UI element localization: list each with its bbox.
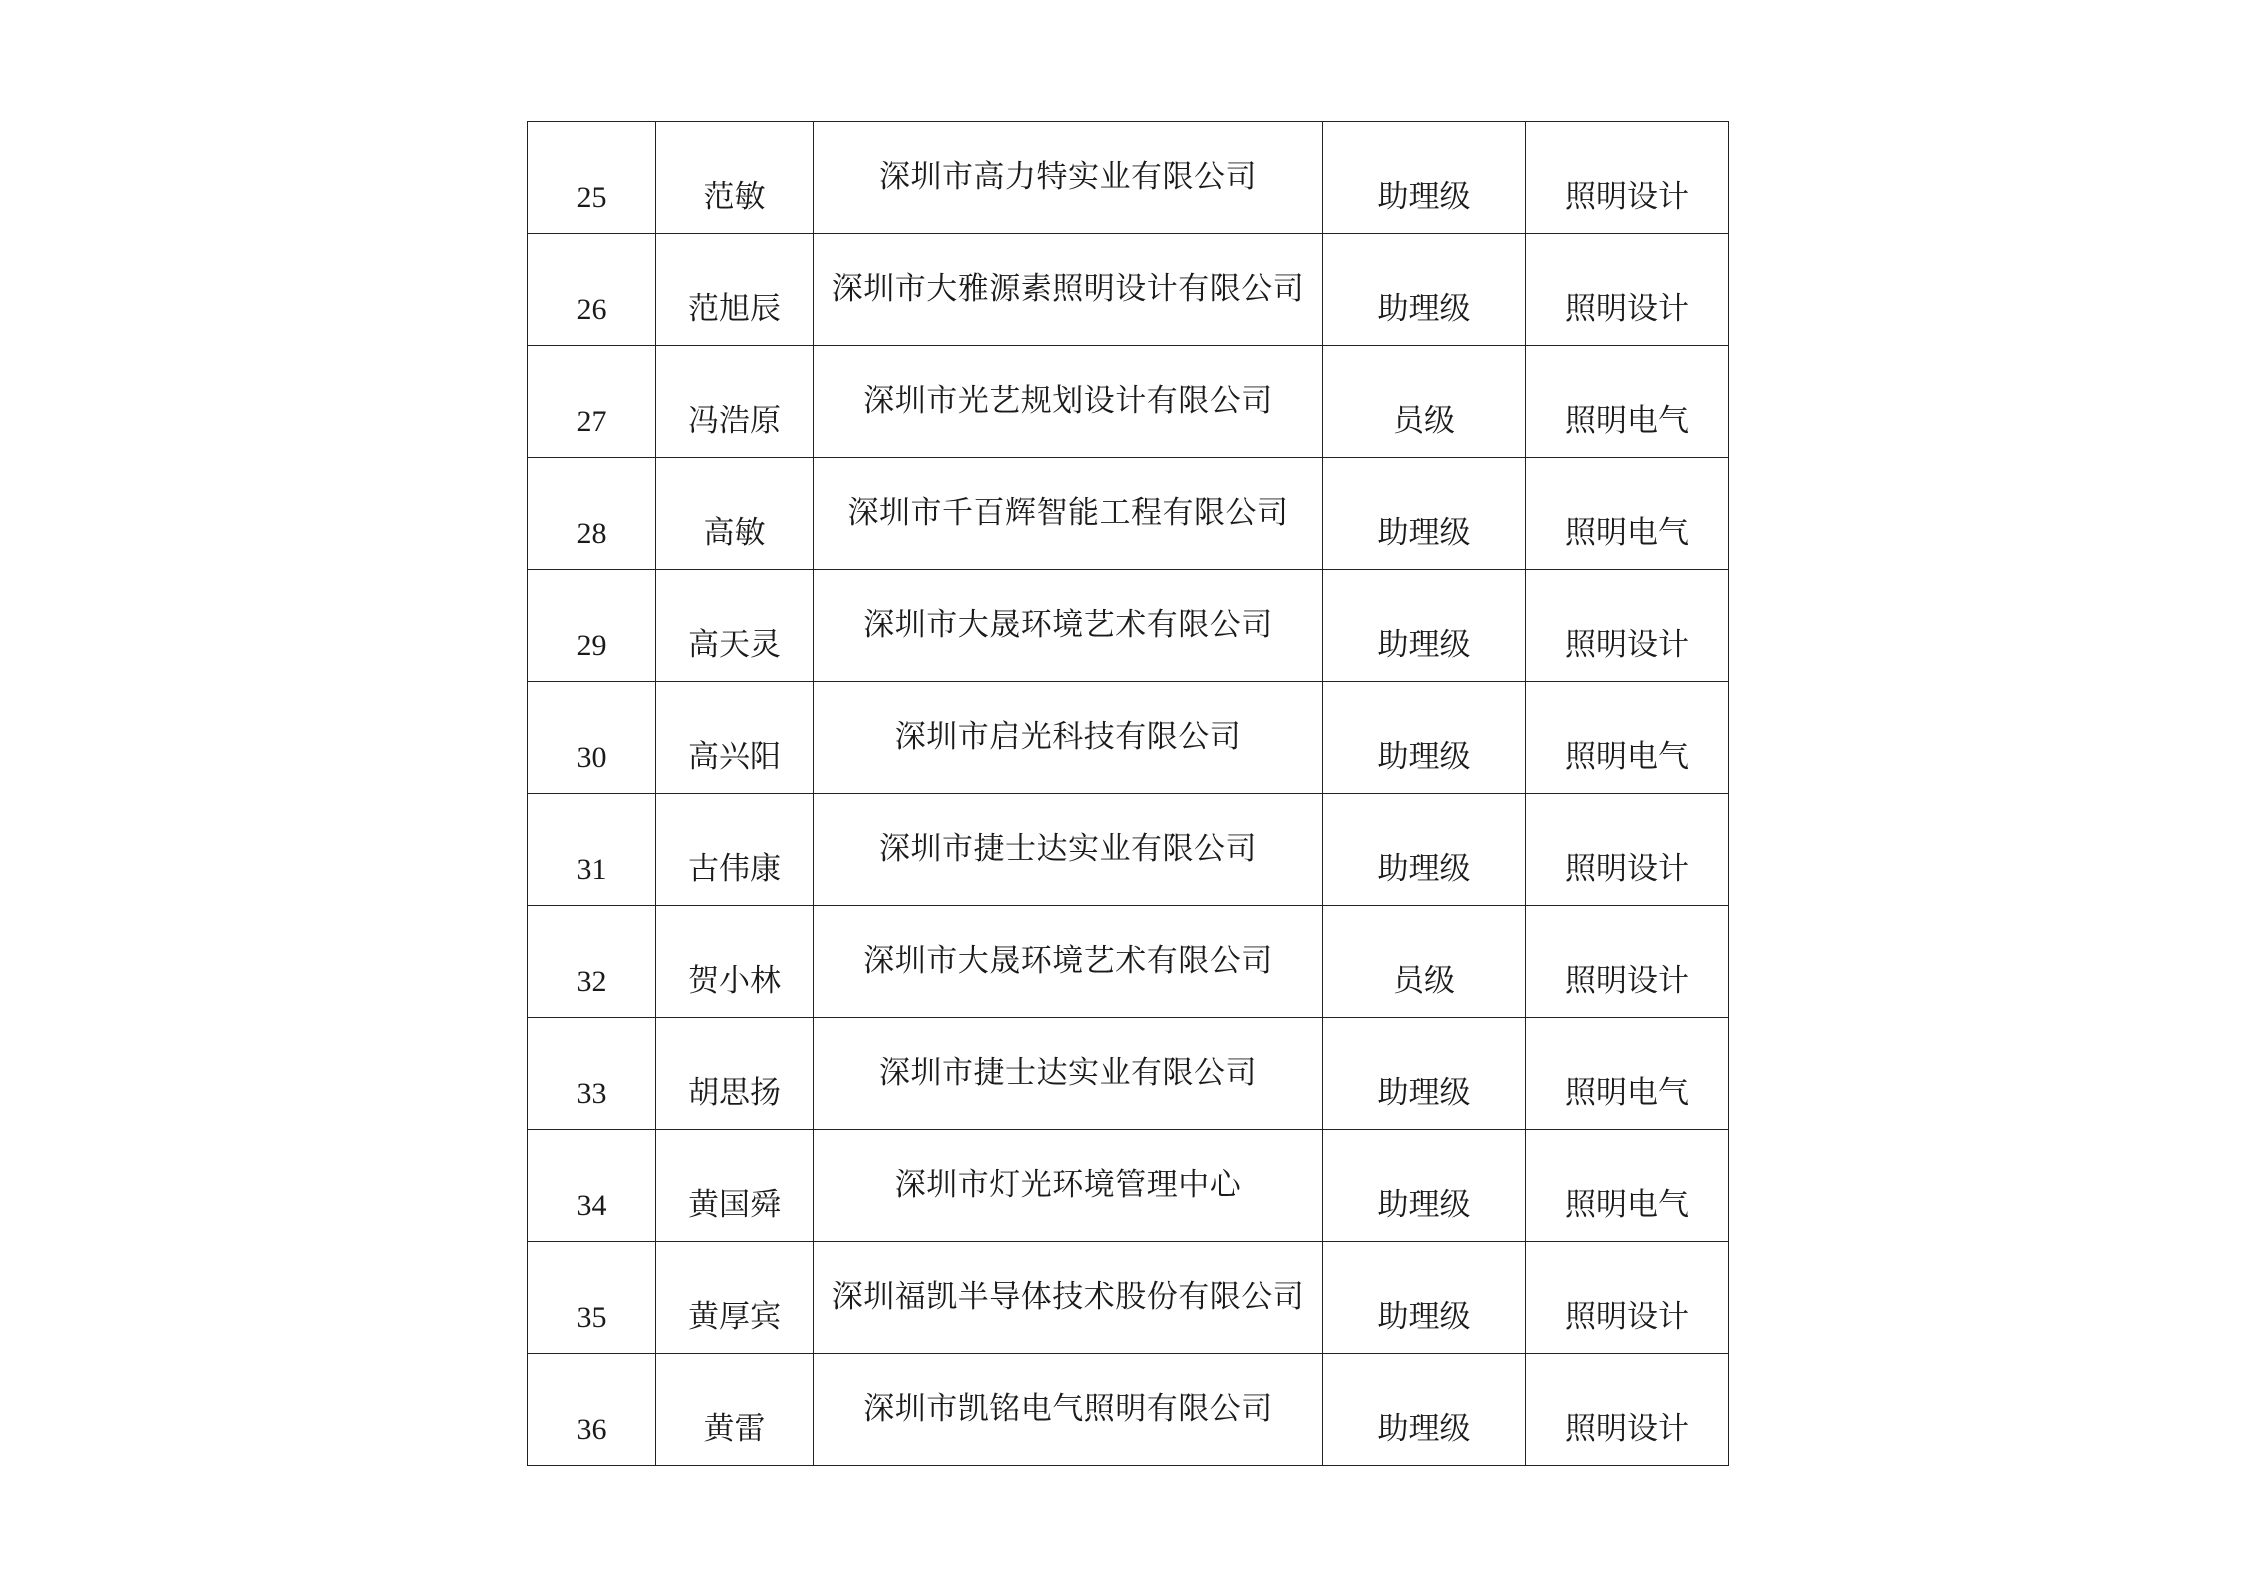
table-row bbox=[528, 1130, 1729, 1242]
cell-level: 助理级 bbox=[1323, 1354, 1526, 1466]
cell-level: 助理级 bbox=[1323, 122, 1526, 234]
table-row bbox=[528, 234, 1729, 346]
cell-no: 25 bbox=[528, 122, 656, 234]
cell-no: 34 bbox=[528, 1130, 656, 1242]
cell-level: 员级 bbox=[1323, 346, 1526, 458]
cell-no: 33 bbox=[528, 1018, 656, 1130]
cell-major: 照明电气 bbox=[1526, 1018, 1729, 1130]
cell-no: 29 bbox=[528, 570, 656, 682]
cell-major: 照明电气 bbox=[1526, 458, 1729, 570]
table-row bbox=[528, 122, 1729, 234]
cell-company: 深圳市大晟环境艺术有限公司 bbox=[814, 570, 1323, 682]
cell-name: 范敏 bbox=[656, 122, 814, 234]
table-row bbox=[528, 1354, 1729, 1466]
cell-no: 28 bbox=[528, 458, 656, 570]
cell-major: 照明设计 bbox=[1526, 122, 1729, 234]
cell-company: 深圳市捷士达实业有限公司 bbox=[814, 794, 1323, 906]
cell-level: 员级 bbox=[1323, 906, 1526, 1018]
cell-level: 助理级 bbox=[1323, 682, 1526, 794]
table-row bbox=[528, 1242, 1729, 1354]
cell-name: 贺小林 bbox=[656, 906, 814, 1018]
cell-no: 26 bbox=[528, 234, 656, 346]
cell-level: 助理级 bbox=[1323, 1242, 1526, 1354]
cell-level: 助理级 bbox=[1323, 234, 1526, 346]
cell-no: 36 bbox=[528, 1354, 656, 1466]
cell-company: 深圳市大雅源素照明设计有限公司 bbox=[814, 234, 1323, 346]
cell-company: 深圳市捷士达实业有限公司 bbox=[814, 1018, 1323, 1130]
cell-major: 照明设计 bbox=[1526, 794, 1729, 906]
cell-company: 深圳市千百辉智能工程有限公司 bbox=[814, 458, 1323, 570]
table-row bbox=[528, 682, 1729, 794]
cell-company: 深圳市光艺规划设计有限公司 bbox=[814, 346, 1323, 458]
cell-major: 照明设计 bbox=[1526, 906, 1729, 1018]
cell-major: 照明电气 bbox=[1526, 1130, 1729, 1242]
cell-level: 助理级 bbox=[1323, 570, 1526, 682]
cell-company: 深圳福凯半导体技术股份有限公司 bbox=[814, 1242, 1323, 1354]
cell-major: 照明设计 bbox=[1526, 1354, 1729, 1466]
cell-level: 助理级 bbox=[1323, 1130, 1526, 1242]
table-row bbox=[528, 570, 1729, 682]
cell-level: 助理级 bbox=[1323, 458, 1526, 570]
cell-company: 深圳市启光科技有限公司 bbox=[814, 682, 1323, 794]
cell-major: 照明设计 bbox=[1526, 570, 1729, 682]
cell-name: 高天灵 bbox=[656, 570, 814, 682]
cell-name: 黄雷 bbox=[656, 1354, 814, 1466]
table-row bbox=[528, 906, 1729, 1018]
cell-company: 深圳市大晟环境艺术有限公司 bbox=[814, 906, 1323, 1018]
cell-major: 照明电气 bbox=[1526, 682, 1729, 794]
table-row bbox=[528, 794, 1729, 906]
cell-no: 27 bbox=[528, 346, 656, 458]
cell-major: 照明电气 bbox=[1526, 346, 1729, 458]
cell-major: 照明设计 bbox=[1526, 234, 1729, 346]
cell-company: 深圳市凯铭电气照明有限公司 bbox=[814, 1354, 1323, 1466]
cell-level: 助理级 bbox=[1323, 794, 1526, 906]
cell-name: 胡思扬 bbox=[656, 1018, 814, 1130]
cell-major: 照明设计 bbox=[1526, 1242, 1729, 1354]
cell-name: 冯浩原 bbox=[656, 346, 814, 458]
cell-company: 深圳市灯光环境管理中心 bbox=[814, 1130, 1323, 1242]
roster-table bbox=[527, 121, 1729, 1466]
cell-name: 黄国舜 bbox=[656, 1130, 814, 1242]
cell-no: 31 bbox=[528, 794, 656, 906]
cell-name: 范旭辰 bbox=[656, 234, 814, 346]
cell-no: 30 bbox=[528, 682, 656, 794]
table-row bbox=[528, 346, 1729, 458]
table-row bbox=[528, 1018, 1729, 1130]
cell-company: 深圳市高力特实业有限公司 bbox=[814, 122, 1323, 234]
cell-no: 35 bbox=[528, 1242, 656, 1354]
cell-name: 高兴阳 bbox=[656, 682, 814, 794]
cell-no: 32 bbox=[528, 906, 656, 1018]
table-row bbox=[528, 458, 1729, 570]
cell-name: 古伟康 bbox=[656, 794, 814, 906]
cell-level: 助理级 bbox=[1323, 1018, 1526, 1130]
cell-name: 高敏 bbox=[656, 458, 814, 570]
roster-table-body bbox=[528, 122, 1729, 1466]
cell-name: 黄厚宾 bbox=[656, 1242, 814, 1354]
